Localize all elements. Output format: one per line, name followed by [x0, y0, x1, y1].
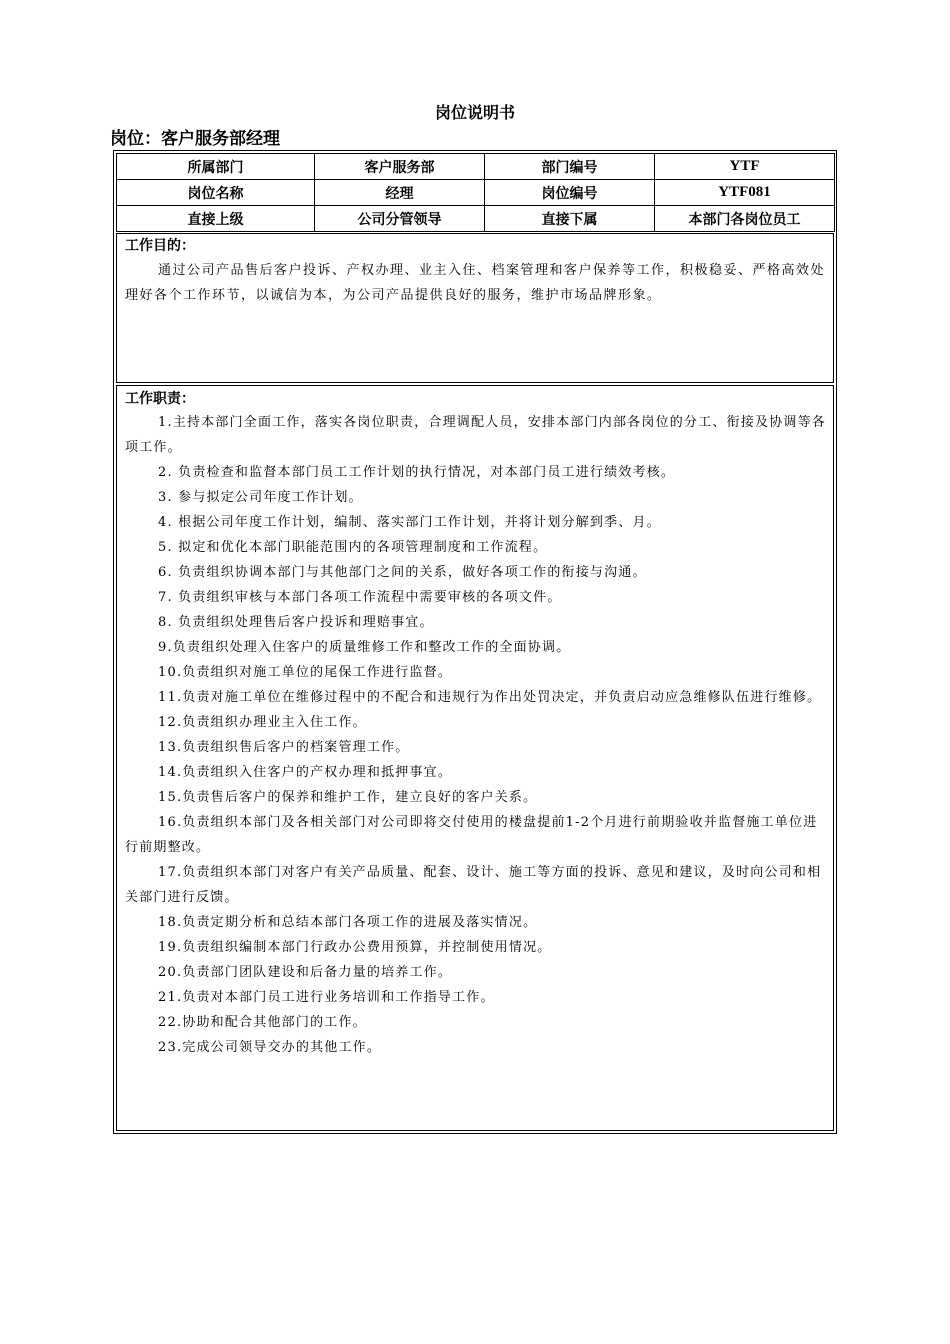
list-item: 8. 负责组织处理售后客户投诉和理赔事宜。 [158, 615, 434, 630]
dept-label: 所属部门 [117, 154, 315, 180]
purpose-text: 通过公司产品售后客户投诉、产权办理、业主入住、档案管理和客户保养等工作，积极稳妥、严格高效处理好各个工作环节，以诚信为本，为公司产品提供良好的服务，维护市场品牌形象。 [125, 263, 826, 303]
list-item: 16.负责组织本部门及各相关部门对公司即将交付使用的楼盘提前1-2个月进行前期验收并监督施工单位进行前期整改。 [125, 815, 818, 855]
list-item: 3. 参与拟定公司年度工作计划。 [158, 490, 363, 505]
list-item: 12.负责组织办理业主入住工作。 [158, 715, 367, 730]
superior-value: 公司分管领导 [315, 206, 485, 232]
info-table [116, 153, 835, 232]
subordinate-value: 本部门各岗位员工 [655, 206, 835, 232]
table-row [117, 180, 835, 206]
list-item: 10.负责组织对施工单位的尾保工作进行监督。 [158, 665, 453, 680]
list-item: 23.完成公司领导交办的其他工作。 [158, 1040, 382, 1055]
dept-value: 客户服务部 [315, 154, 485, 180]
list-item: 4. 根据公司年度工作计划，编制、落实部门工作计划，并将计划分解到季、月。 [158, 515, 661, 530]
list-item: 13.负责组织售后客户的档案管理工作。 [158, 740, 410, 755]
list-item: 15.负责售后客户的保养和维护工作，建立良好的客户关系。 [158, 790, 538, 805]
table-row [117, 206, 835, 232]
subordinate-label: 直接下属 [485, 206, 655, 232]
list-item: 17.负责组织本部门对客户有关产品质量、配套、设计、施工等方面的投诉、意见和建议，及时向公司和相关部门进行反馈。 [125, 865, 822, 905]
superior-label: 直接上级 [117, 206, 315, 232]
list-item: 2. 负责检查和监督本部门员工工作计划的执行情况，对本部门员工进行绩效考核。 [158, 465, 676, 480]
post-heading: 岗位：客户服务部经理 [110, 129, 280, 149]
duties-list [125, 410, 831, 1060]
duties-section [116, 385, 834, 1131]
dept-code-label: 部门编号 [485, 154, 655, 180]
list-item: 21.负责对本部门员工进行业务培训和工作指导工作。 [158, 990, 495, 1005]
list-item: 11.负责对施工单位在维修过程中的不配合和违规行为作出处罚决定，并负责启动应急维修队伍进行维修。 [158, 690, 822, 705]
post-code-label: 岗位编号 [485, 180, 655, 206]
list-item: 19.负责组织编制本部门行政办公费用预算，并控制使用情况。 [158, 940, 552, 955]
list-item: 22.协助和配合其他部门的工作。 [158, 1015, 367, 1030]
post-name-label: 岗位名称 [117, 180, 315, 206]
document-title: 岗位说明书 [434, 103, 515, 122]
list-item: 5. 拟定和优化本部门职能范围内的各项管理制度和工作流程。 [158, 540, 548, 555]
dept-code-value: YTF [655, 154, 835, 180]
duties-label: 工作职责： [125, 391, 195, 407]
purpose-label: 工作目的： [125, 238, 195, 254]
table-row [117, 154, 835, 180]
list-item: 18.负责定期分析和总结本部门各项工作的进展及落实情况。 [158, 915, 538, 930]
list-item: 6. 负责组织协调本部门与其他部门之间的关系，做好各项工作的衔接与沟通。 [158, 565, 647, 580]
post-code-value: YTF081 [655, 180, 835, 206]
list-item: 1.主持本部门全面工作，落实各岗位职责，合理调配人员，安排本部门内部各岗位的分工、衔接及协调等各项工作。 [125, 415, 827, 455]
list-item: 9.负责组织处理入住客户的质量维修工作和整改工作的全面协调。 [158, 640, 571, 655]
list-item: 14.负责组织入住客户的产权办理和抵押事宜。 [158, 765, 453, 780]
post-name-value: 经理 [315, 180, 485, 206]
list-item: 20.负责部门团队建设和后备力量的培养工作。 [158, 965, 453, 980]
list-item: 7. 负责组织审核与本部门各项工作流程中需要审核的各项文件。 [158, 590, 562, 605]
purpose-section [116, 233, 834, 383]
